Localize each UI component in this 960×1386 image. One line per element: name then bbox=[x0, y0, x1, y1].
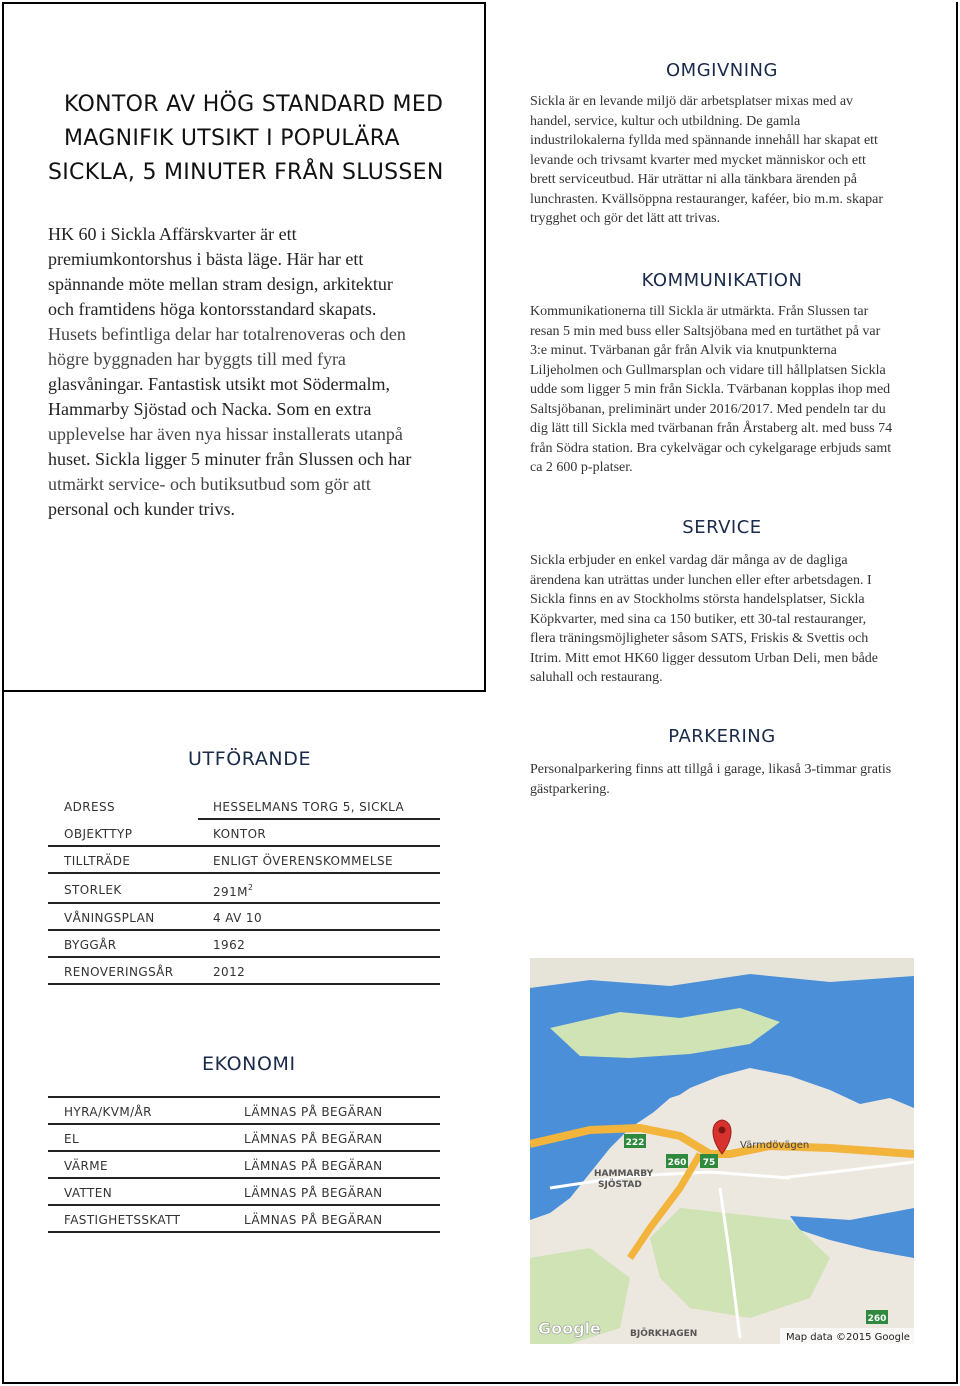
table-row bbox=[48, 793, 440, 820]
row-label: OBJEKTTYP bbox=[64, 827, 133, 841]
row-label: RENOVERINGSÅR bbox=[64, 965, 174, 979]
kommunikation-line: Saltsjöbanan, preliminärt under 2016/2017. Med pendeln tar du bbox=[530, 401, 886, 417]
kommunikation-line: udde som ligger 5 min från Sickla. Tvärbanan kopplas ihop med bbox=[530, 382, 891, 397]
intro-line: premiumkontorshus i bästa läge. Här har ett bbox=[48, 249, 364, 269]
service-heading: SERVICE bbox=[682, 517, 762, 538]
row-top-divider bbox=[48, 1096, 440, 1098]
row-value: 2012 bbox=[213, 965, 246, 979]
utforande-table bbox=[48, 793, 440, 985]
table-row bbox=[48, 1098, 440, 1125]
row-label: FASTIGHETSSKATT bbox=[64, 1213, 181, 1227]
intro-line: utmärkt service- och butiksutbud som gör att bbox=[48, 474, 371, 494]
service-line: saluhall och restaurang. bbox=[530, 670, 663, 685]
table-row bbox=[48, 847, 440, 874]
intro-line: Hammarby Sjöstad och Nacka. Som en extra bbox=[48, 399, 372, 419]
omgivning-text bbox=[530, 92, 883, 229]
kommunikation-text bbox=[530, 302, 892, 478]
service-line: ärendena kan uträttas under lunchen eller efter arbetsdagen. I bbox=[530, 572, 872, 588]
table-row bbox=[48, 958, 440, 985]
table-row bbox=[48, 1152, 440, 1179]
kommunikation-line: Liljeholmen och Gullmarsplan och vidare till hållplatsen Sickla bbox=[530, 362, 886, 378]
frame-middle-divider bbox=[484, 2, 486, 692]
kommunikation-line: Kommunikationerna till Sickla är utmärkta. Från Slussen tar bbox=[530, 304, 869, 319]
table-row bbox=[48, 904, 440, 931]
frame-horizontal-divider bbox=[2, 690, 484, 692]
row-label: TILLTRÄDE bbox=[64, 854, 131, 868]
row-label: VÅNINGSPLAN bbox=[64, 911, 155, 925]
omgivning-heading: OMGIVNING bbox=[666, 60, 778, 81]
title-line: SICKLA, 5 MINUTER FRÅN SLUSSEN bbox=[48, 160, 444, 185]
row-label: EL bbox=[64, 1132, 80, 1146]
row-label: STORLEK bbox=[64, 883, 122, 897]
road-number-222: 222 bbox=[625, 1138, 645, 1148]
intro-line: spännande möte mellan stram design, arkitektur bbox=[48, 274, 393, 294]
row-value: HESSELMANS TORG 5, SICKLA bbox=[213, 800, 405, 814]
superscript: 2 bbox=[247, 883, 254, 892]
service-line: Köpkvarter, med sina ca 150 butiker, ett 30-tal restauranger, bbox=[530, 611, 867, 627]
service-text bbox=[530, 551, 878, 688]
service-line: Sickla finns en av Stockholms största handelsplatser, Sickla bbox=[530, 592, 865, 607]
row-value: LÄMNAS PÅ BEGÄRAN bbox=[244, 1105, 383, 1119]
location-map[interactable] bbox=[530, 958, 914, 1344]
ekonomi-heading: EKONOMI bbox=[202, 1053, 296, 1075]
row-value-text: 291M bbox=[213, 885, 248, 899]
location-pin-dot bbox=[719, 1127, 726, 1134]
google-logo: Google bbox=[538, 1319, 601, 1338]
table-row bbox=[48, 1179, 440, 1206]
omgivning-line: Sickla är en levande miljö där arbetsplatser mixas med av bbox=[530, 94, 854, 109]
street-label: Värmdövägen bbox=[740, 1140, 810, 1151]
row-label: VATTEN bbox=[64, 1186, 113, 1200]
parkering-line: gästparkering. bbox=[530, 781, 610, 797]
frame-right bbox=[956, 2, 958, 1384]
row-value: LÄMNAS PÅ BEGÄRAN bbox=[244, 1159, 383, 1173]
kommunikation-line: dig lätt till Sickla med tvärbanan från Årstaberg alt. med buss 74 bbox=[530, 421, 893, 436]
row-label: HYRA/KVM/ÅR bbox=[64, 1105, 152, 1119]
row-value: KONTOR bbox=[213, 827, 267, 841]
row-value: LÄMNAS PÅ BEGÄRAN bbox=[244, 1132, 383, 1146]
map-attribution: Map data ©2015 Google bbox=[786, 1332, 910, 1343]
intro-line: glasvåningar. Fantastisk utsikt mot Södermalm, bbox=[48, 374, 390, 394]
service-line: Itrim. Mitt emot HK60 ligger dessutom Urban Deli, men både bbox=[530, 650, 878, 666]
intro-line: huset. Sickla ligger 5 minuter från Slussen och har bbox=[48, 449, 412, 469]
intro-line: och framtidens höga kontorsstandard skapats. bbox=[48, 299, 377, 319]
title-line: MAGNIFIK UTSIKT I POPULÄRA bbox=[64, 126, 400, 151]
parkering-line: Personalparkering finns att tillgå i garage, likaså 3-timmar gratis bbox=[530, 762, 892, 777]
row-divider bbox=[48, 1231, 440, 1233]
row-label: BYGGÅR bbox=[64, 938, 117, 952]
parkering-heading: PARKERING bbox=[668, 726, 776, 747]
row-value: LÄMNAS PÅ BEGÄRAN bbox=[244, 1213, 383, 1227]
table-row bbox=[48, 1125, 440, 1152]
row-value: ENLIGT ÖVERENSKOMMELSE bbox=[213, 854, 393, 868]
road-number-260: 260 bbox=[667, 1158, 687, 1168]
row-value bbox=[213, 883, 253, 899]
frame-left bbox=[2, 2, 4, 1384]
service-line: flera träningsmöjligheter såsom SATS, Friskis & Svettis och bbox=[530, 631, 869, 646]
omgivning-line: levande och trivsamt kvarter med mycket människor och ett bbox=[530, 152, 866, 168]
table-row bbox=[48, 931, 440, 958]
district-label: HAMMARBY bbox=[594, 1169, 654, 1179]
frame-top-left bbox=[2, 2, 484, 4]
row-value: 4 AV 10 bbox=[213, 911, 262, 925]
road-number-260-south: 260 bbox=[867, 1314, 887, 1324]
omgivning-line: brett serviceutbud. Här uträttar ni alla tänkbara ärenden på bbox=[530, 172, 857, 187]
utforande-heading: UTFÖRANDE bbox=[188, 748, 312, 770]
row-label: VÄRME bbox=[64, 1159, 108, 1173]
page-title bbox=[48, 88, 448, 190]
district-label: BJÖRKHAGEN bbox=[630, 1329, 698, 1339]
intro-line: personal och kunder trivs. bbox=[48, 499, 235, 519]
intro-line: Husets befintliga delar har totalrenoveras och den bbox=[48, 324, 406, 344]
ekonomi-table bbox=[48, 1098, 440, 1233]
kommunikation-line: från Södra station. Bra cykelvägar och cykelgarage erbjuds samt bbox=[530, 440, 892, 456]
service-line: Sickla erbjuder en enkel vardag där många av de dagliga bbox=[530, 553, 848, 568]
kommunikation-line: resan 5 min med buss eller Saltsjöbana med en turtäthet på var bbox=[530, 323, 881, 339]
row-value: 1962 bbox=[213, 938, 246, 952]
omgivning-line: industrilokalerna fyllda med spännande innehåll har skapat ett bbox=[530, 133, 878, 148]
row-label: ADRESS bbox=[64, 800, 116, 814]
map-graphic bbox=[530, 958, 914, 1344]
intro-line: HK 60 i Sickla Affärskvarter är ett bbox=[48, 224, 297, 244]
kommunikation-line: ca 2 600 p-platser. bbox=[530, 460, 633, 475]
intro-paragraph bbox=[48, 222, 448, 522]
kommunikation-heading: KOMMUNIKATION bbox=[641, 270, 803, 291]
row-divider bbox=[48, 983, 440, 985]
table-row bbox=[48, 874, 440, 904]
row-value: LÄMNAS PÅ BEGÄRAN bbox=[244, 1186, 383, 1200]
frame-bottom bbox=[2, 1382, 958, 1384]
omgivning-line: handel, service, kultur och utbildning. De gamla bbox=[530, 113, 801, 129]
district-label: SJÖSTAD bbox=[598, 1180, 642, 1190]
kommunikation-line: 3:e minut. Tvärbanan går från Alvik via knutpunkterna bbox=[530, 343, 837, 358]
intro-line: upplevelse har även nya hissar installerats utanpå bbox=[48, 424, 403, 444]
omgivning-line: lunchrasten. Kvällsöppna restauranger, kaféer, bio m.m. skapar bbox=[530, 191, 884, 207]
parkering-text bbox=[530, 760, 891, 799]
table-row bbox=[48, 1206, 440, 1233]
table-row bbox=[48, 820, 440, 847]
road-number-75: 75 bbox=[702, 1158, 716, 1168]
intro-line: högre byggnaden har byggts till med fyra bbox=[48, 349, 346, 369]
omgivning-line: trygghet och gör det lätt att trivas. bbox=[530, 211, 721, 226]
title-line: KONTOR AV HÖG STANDARD MED bbox=[64, 92, 444, 117]
